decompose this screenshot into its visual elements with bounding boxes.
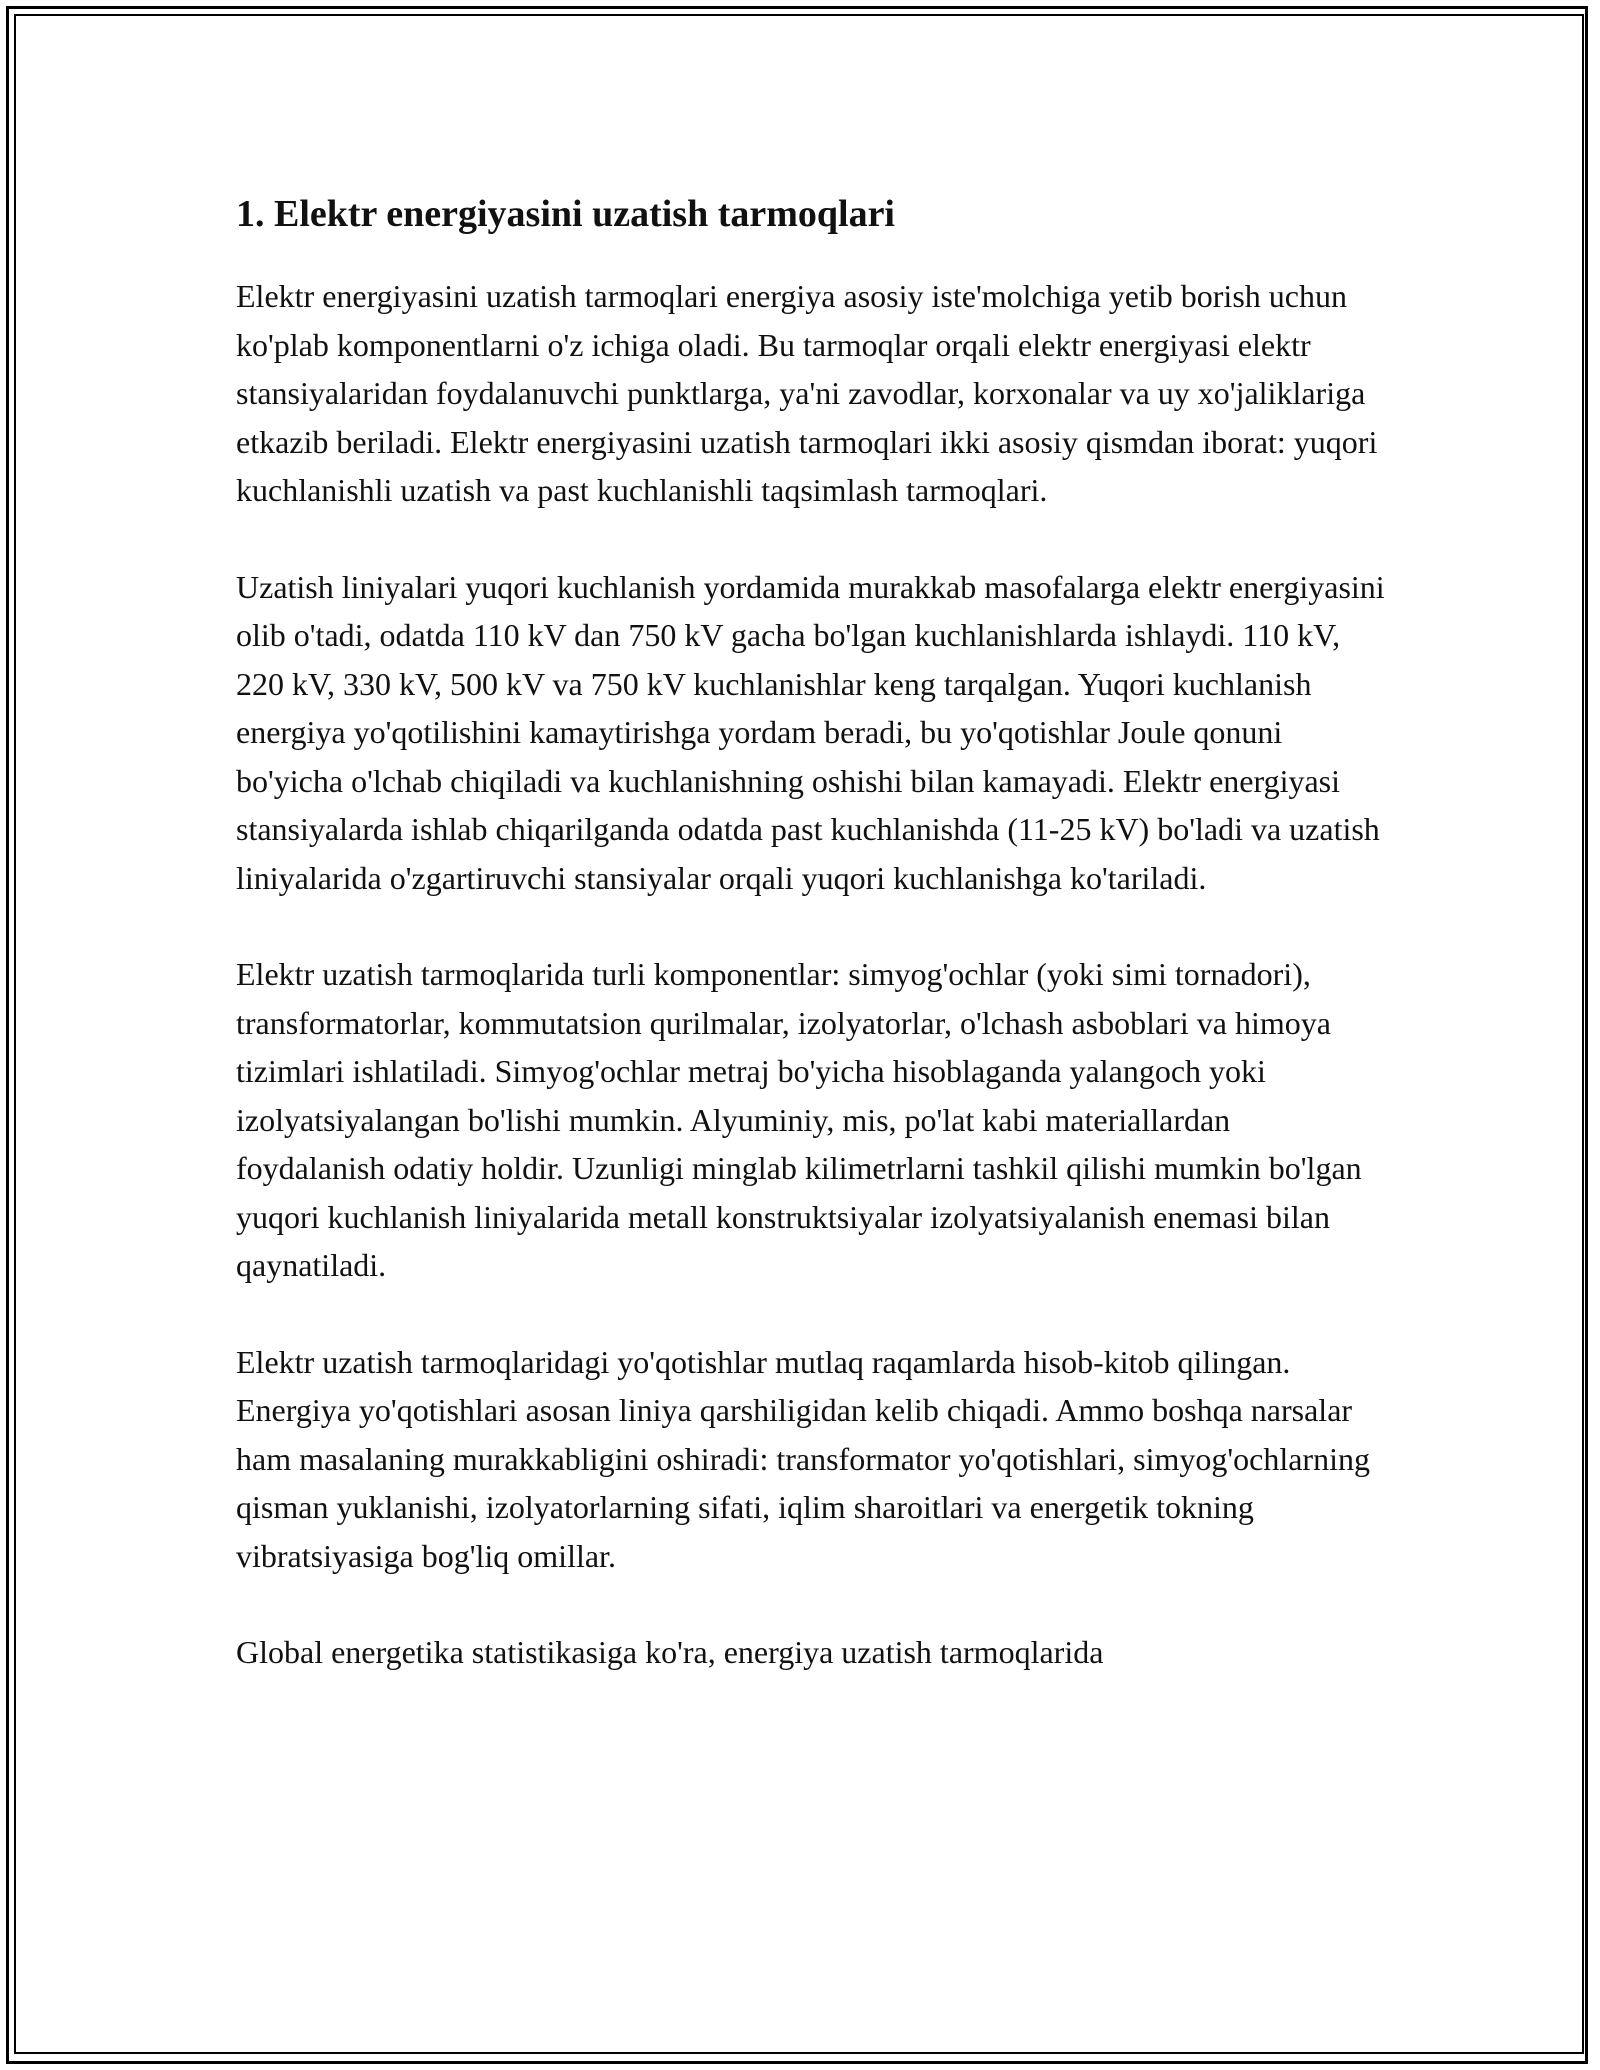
document-page xyxy=(236,186,1386,1725)
section-heading: 1. Elektr energiyasini uzatish tarmoqlari xyxy=(236,193,895,235)
paragraph-2: Uzatish liniyalari yuqori kuchlanish yordamida murakkab masofalarga elektr energiyasini olib o'tadi, odatda 110 kV dan 750 kV gacha bo'lgan kuchlanishlarda ishlaydi. 110 kV, 220 kV, 330 kV, 500 kV va 750 kV kuchlanishlar keng tarqalgan. Yuqori kuchlanish energiya yo'qotilishini kamaytirishga yordam beradi, bu yo'qotishlar Joule qonuni bo'yicha o'lchab chiqiladi va kuchlanishning oshishi bilan kamayadi. Elektr energiyasi stansiyalarda ishlab chiqarilganda odatda past kuchlanishda (11-25 kV) bo'ladi va uzatish liniyalarida o'zgartiruvchi stansiyalar orqali yuqori kuchlanishga ko'tariladi. xyxy=(236,568,1385,896)
paragraph-3: Elektr uzatish tarmoqlarida turli komponentlar: simyog'ochlar (yoki simi tornadori), transformatorlar, kommutatsion qurilmalar, izolyatorlar, o'lchash asboblari va himoya tizimlari ishlatiladi. Simyog'ochlar metraj bo'yicha hisoblaganda yalangoch yoki izolyatsiyalangan bo'lishi mumkin. Alyuminiy, mis, po'lat kabi materiallardan foydalanish odatiy holdir. Uzunligi minglab kilimetrlarni tashkil qilishi mumkin bo'lgan yuqori kuchlanish liniyalarida metall konstruktsiyalar izolyatsiyalanish enemasi bilan qaynatiladi. xyxy=(236,956,1362,1283)
paragraph-1: Elektr energiyasini uzatish tarmoqlari energiya asosiy iste'molchiga yetib borish uchun ko'plab komponentlarni o'z ichiga oladi. Bu tarmoqlar orqali elektr energiyasi elektr stansiyalaridan foydalanuvchi punktlarga, ya'ni zavodlar, korxonalar va uy xo'jaliklariga etkazib beriladi. Elektr energiyasini uzatish tarmoqlari ikki asosiy qismdan iborat: yuqori kuchlanishli uzatish va past kuchlanishli taqsimlash tarmoqlari. xyxy=(236,278,1378,508)
paragraph-5: Global energetika statistikasiga ko'ra, energiya uzatish tarmoqlarida xyxy=(236,1634,1104,1670)
paragraph-4: Elektr uzatish tarmoqlaridagi yo'qotishlar mutlaq raqamlarda hisob-kitob qilingan. Energiya yo'qotishlari asosan liniya qarshiligidan kelib chiqadi. Ammo boshqa narsalar ham masalaning murakkabligini oshiradi: transformator yo'qotishlari, simyog'ochlarning qisman yuklanishi, izolyatorlarning sifati, iqlim sharoitlari va energetik tokning vibratsiyasiga bog'liq omillar. xyxy=(236,1343,1370,1574)
